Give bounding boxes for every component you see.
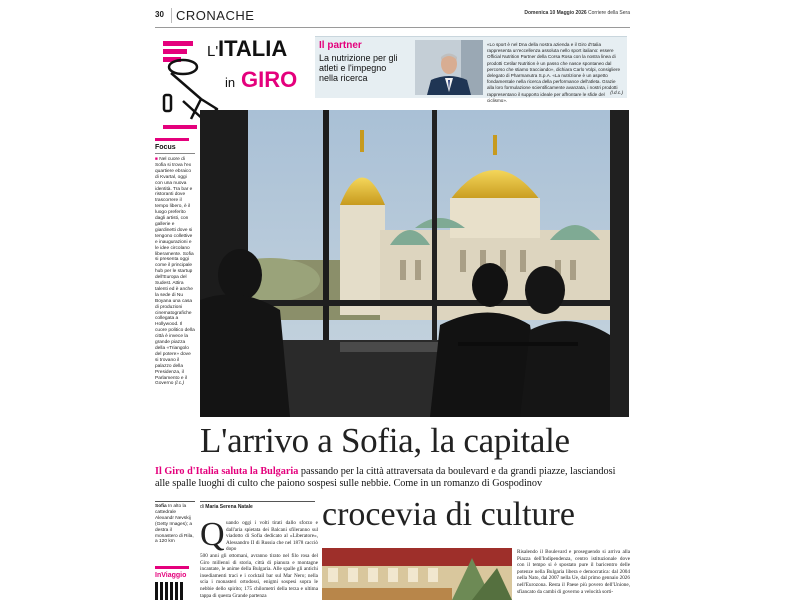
date-text: Domenica 10 Maggio 2026 bbox=[524, 10, 587, 16]
article-headline: L'arrivo a Sofia, la capitale bbox=[200, 421, 570, 460]
article-body-col1: 500 anni gli ottomani, avranno tirato nel filo rosa del Giro millenni di storia, città di pianura e montagne incantate, le anime della Bulgaria. Alle spalle gli antichi insediamenti traci e i cocktail bar sul Mar Nero; nella scia i monasteri ortodossi, enigmi sospesi sopra le nebbie dello spirito; 175 chilometri della terza e ultima tappa di questa Grande partenza bbox=[200, 553, 318, 599]
focus-body: Nel cuore di Sofia si trova l'ex quartiere ebraico di Kvartal, oggi con una nuova identità. Tra bar e ristoranti dove trascorrere il tempo libero, è il luogo preferito dagli artisti, con gallerie e giardinetti dove si tengono collettive e inaugurazioni e le idee circolano liberamente. Sofia si presenta oggi come il principale hub per le startup dell'Europa del Sudest. Attira talenti ed è anche la sede di Nu Boyana una casa di produzioni cinematografiche collegata a Hollywood. Il cuore politico della città è invece la grande piazza della «Triangolo del potere» dove si trovano il palazzo della Presidenza, il Parlamento e il Governo bbox=[155, 157, 195, 387]
newspaper-name: Corriere della Sera bbox=[588, 10, 630, 16]
subhead-lead: Il Giro d'Italia saluta la Bulgaria bbox=[155, 466, 299, 477]
inviaggio-accent-bar bbox=[155, 566, 189, 569]
partner-quote: «Lo sport è nel Dna della nostra azienda e il Giro d'Italia rappresenta un'eccellenza assoluta nello sport italiano: essere Official Nutrition Partner della Corsa Rosa con la nostra linea di prodotti Cetilar Nutrition è un passo che nasce spontaneo dal percorso che stiamo tracciando», dichiara Carlo Volpi, consigliere delegato di Pharmanutra S.p.A. «La nutrizione è un aspetto fondamentale nella ricerca della performance dell'atleta. Grazie alla loro formulazione scientificamente avanzata, i nostri prodotti rappresentano il supporto ideale per affrontare le sfide del ciclismo». bbox=[487, 42, 621, 103]
photo-caption bbox=[155, 504, 195, 545]
focus-text bbox=[155, 157, 195, 387]
byline-author: Maria Serena Natale bbox=[205, 504, 253, 510]
focus-divider bbox=[155, 153, 195, 154]
issue-date bbox=[524, 10, 630, 16]
partner-portrait-photo bbox=[415, 40, 483, 95]
byline bbox=[200, 504, 253, 510]
logo-l: L' bbox=[207, 43, 219, 60]
logo-giro: GIRO bbox=[241, 67, 298, 92]
article-body-intro: uando oggi i volti tirati dallo sforzo e dall'aria spietata dei Balcani sfileranno sul viadotto di Sofia dedicato al «Liberatore», Alessandro II di Russia che nel 1878 cacciò dopo bbox=[226, 520, 318, 553]
main-photo-cathedral bbox=[200, 110, 629, 417]
subhead-rest: passando per la città attraversata da boulevard e da grandi piazze, lasciandosi alle spalle luoghi di culto che paiono sospesi sulle nebbie. Come in un romanzo di Gospodinov bbox=[155, 466, 616, 489]
section-name: CRONACHE bbox=[171, 8, 254, 23]
running-head bbox=[155, 8, 630, 28]
partner-title: Il partner bbox=[319, 40, 362, 51]
giro-logo bbox=[155, 33, 305, 97]
caption-lead: Sofia bbox=[155, 504, 167, 509]
page-number: 30 bbox=[155, 10, 164, 19]
article-headline-secondary: crocevia di culture bbox=[322, 496, 575, 533]
partner-signature: (l.d.c.) bbox=[610, 90, 623, 95]
byline-divider bbox=[200, 501, 315, 502]
partner-headline: La nutrizione per gli atleti e l'impegno nella ricerca bbox=[319, 53, 398, 83]
byline-prefix: di bbox=[200, 504, 204, 510]
article-subhead bbox=[155, 466, 630, 490]
bullet-icon: ■ bbox=[155, 157, 158, 162]
focus-accent-bar bbox=[155, 138, 189, 141]
qr-code-icon[interactable] bbox=[155, 582, 185, 600]
monastery-photo bbox=[322, 548, 512, 600]
partner-box bbox=[315, 36, 627, 103]
focus-title: Focus bbox=[155, 144, 176, 151]
caption-divider bbox=[155, 501, 195, 502]
logo-italia: ITALIA bbox=[218, 36, 288, 61]
logo-in: in bbox=[225, 75, 236, 90]
article-body-col3: Risalendo il Boulevard e proseguendo si arriva alla Piazza dell'Indipendenza, centro istituzionale dove con il tempo si è spostato pure il baricentro delle potenze nella Bulgaria libera e democratica: dal 2004 nella Nato, dal 2007 nella Ue, dal primo gennaio 2026 nell'Eurozona. Resta il Paese più povero dell'Unione, sfiancato da cambi di governo a velocità sorti- bbox=[517, 549, 630, 595]
caption-text: In alto la cattedrale Alexandr Nevskij (Getty Images); a destra il monastero di Rila, a 120 km bbox=[155, 504, 194, 545]
inviaggio-title: InViaggio bbox=[155, 572, 187, 579]
focus-signature: (l.c.) bbox=[174, 381, 185, 387]
dropcap: Q bbox=[200, 516, 225, 553]
